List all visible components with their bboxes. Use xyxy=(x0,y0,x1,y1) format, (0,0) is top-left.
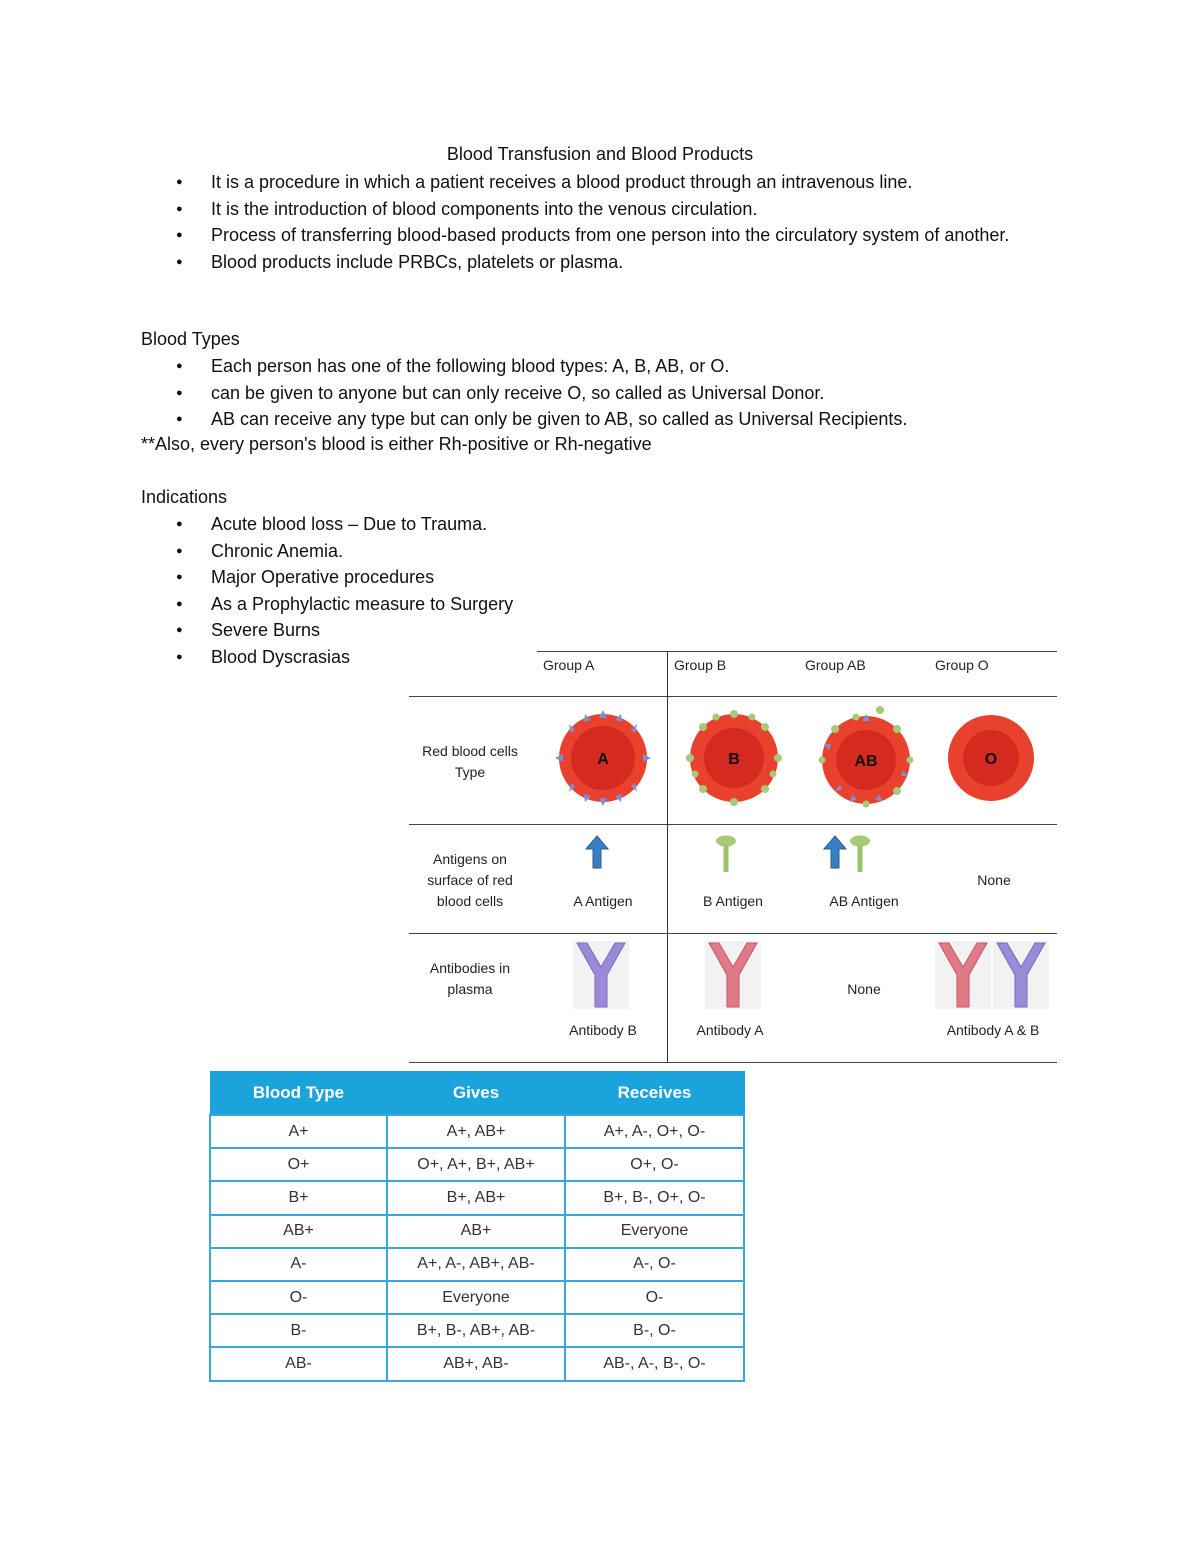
blood-types-heading: Blood Types xyxy=(141,329,240,349)
table-cell: B-, O- xyxy=(565,1314,744,1347)
table-header-row xyxy=(210,1072,744,1116)
table-row xyxy=(210,1148,744,1181)
list-item: ● Major Operative procedures xyxy=(176,564,1051,591)
group-o-header: Group O xyxy=(935,657,989,673)
divider xyxy=(409,1062,1057,1063)
rbc-group-o xyxy=(946,712,1036,804)
table-cell: B- xyxy=(210,1314,387,1347)
cell-letter: A xyxy=(597,751,609,768)
table-cell: Everyone xyxy=(565,1215,744,1248)
table-cell: A-, O- xyxy=(565,1248,744,1281)
table-cell: AB+ xyxy=(210,1215,387,1248)
table-cell: AB+ xyxy=(387,1215,565,1248)
rbc-group-b xyxy=(686,710,782,806)
cell-letter: O xyxy=(984,751,998,768)
blood-compatibility-table xyxy=(209,1071,745,1382)
table-row xyxy=(210,1281,744,1314)
indications-heading: Indications xyxy=(141,487,228,507)
b-antigen-icon xyxy=(849,835,871,873)
table-cell: A+ xyxy=(210,1115,387,1148)
list-item: ● Chronic Anemia. xyxy=(176,538,1051,565)
rbc-group-ab xyxy=(816,706,916,808)
indications-bullet-list xyxy=(176,511,1051,670)
list-item: ● Severe Burns xyxy=(176,617,1051,644)
list-item: ● AB can receive any type but can only be given to AB, so called as Universal Recipients. xyxy=(176,406,1051,433)
table-cell: Everyone xyxy=(387,1281,565,1314)
divider xyxy=(409,696,1057,697)
rbc-group-a xyxy=(555,710,651,806)
antigen-label: AB Antigen xyxy=(829,893,899,909)
antibody-label: Antibody A & B xyxy=(946,1022,1040,1038)
a-antigen-icon xyxy=(585,835,609,869)
b-antigen-icon xyxy=(715,835,737,873)
table-cell: A- xyxy=(210,1248,387,1281)
table-cell: O- xyxy=(565,1281,744,1314)
table-cell: B+, B-, O+, O- xyxy=(565,1181,744,1214)
antibody-label: None xyxy=(847,981,881,997)
rbc-row-label: Red blood cells Type xyxy=(422,743,518,780)
a-antigen-icon xyxy=(823,835,847,869)
table-cell: A+, AB+ xyxy=(387,1115,565,1148)
antibody-b-icon xyxy=(573,941,629,1009)
list-item: ● As a Prophylactic measure to Surgery xyxy=(176,591,1051,618)
table-row xyxy=(210,1248,744,1281)
table-cell: A+, A-, AB+, AB- xyxy=(387,1248,565,1281)
blood-types-bullet-list xyxy=(176,353,1051,433)
rh-note: **Also, every person's blood is either Rh-positive or Rh-negative xyxy=(141,434,652,454)
antibodies-row-label: Antibodies in plasma xyxy=(429,960,511,997)
antibody-b-icon xyxy=(993,941,1049,1009)
table-cell: O+, A+, B+, AB+ xyxy=(387,1148,565,1181)
table-cell: A+, A-, O+, O- xyxy=(565,1115,744,1148)
group-a-header: Group A xyxy=(543,657,595,673)
list-item: ● Each person has one of the following blood types: A, B, AB, or O. xyxy=(176,353,1051,380)
column-header: Gives xyxy=(387,1072,565,1116)
antigen-label: A Antigen xyxy=(573,893,633,909)
list-item: ● Process of transferring blood-based products from one person into the circulatory system of another. xyxy=(176,222,1051,249)
group-ab-header: Group AB xyxy=(805,657,866,673)
table-cell: B+ xyxy=(210,1181,387,1214)
divider xyxy=(537,651,1057,652)
column-header: Receives xyxy=(565,1072,744,1116)
antibody-a-icon xyxy=(705,941,761,1009)
antigen-label: None xyxy=(977,872,1011,888)
list-item: ● Blood products include PRBCs, platelets or plasma. xyxy=(176,249,1051,276)
list-item: ● It is the introduction of blood components into the venous circulation. xyxy=(176,196,1051,223)
cell-letter: AB xyxy=(854,753,878,770)
cell-letter: B xyxy=(728,751,740,768)
table-cell: O- xyxy=(210,1281,387,1314)
divider xyxy=(667,651,668,1063)
table-cell: AB-, A-, B-, O- xyxy=(565,1347,744,1380)
antigen-label: B Antigen xyxy=(703,893,763,909)
table-row xyxy=(210,1314,744,1347)
group-b-header: Group B xyxy=(674,657,727,673)
table-cell: AB+, AB- xyxy=(387,1347,565,1380)
table-row xyxy=(210,1115,744,1148)
blood-group-diagram xyxy=(409,651,1057,1063)
table-cell: B+, B-, AB+, AB- xyxy=(387,1314,565,1347)
table-cell: AB- xyxy=(210,1347,387,1380)
antibody-label: Antibody B xyxy=(569,1022,637,1038)
table-cell: B+, AB+ xyxy=(387,1181,565,1214)
list-item: ● Blood Dyscrasias xyxy=(176,644,1051,671)
table-row xyxy=(210,1347,744,1380)
list-item: ● can be given to anyone but can only receive O, so called as Universal Donor. xyxy=(176,380,1051,407)
intro-bullet-list xyxy=(176,169,1051,275)
table-cell: O+ xyxy=(210,1148,387,1181)
antigens-row-label: Antigens on surface of red blood cells xyxy=(427,851,513,909)
antibody-label: Antibody A xyxy=(696,1022,764,1038)
table-row xyxy=(210,1181,744,1214)
page-title: Blood Transfusion and Blood Products xyxy=(446,144,754,164)
table-cell: O+, O- xyxy=(565,1148,744,1181)
list-item: ● Acute blood loss – Due to Trauma. xyxy=(176,511,1051,538)
column-header: Blood Type xyxy=(210,1072,387,1116)
divider xyxy=(409,933,1057,934)
divider xyxy=(409,824,1057,825)
table-row xyxy=(210,1215,744,1248)
list-item: ● It is a procedure in which a patient receives a blood product through an intravenous line. xyxy=(176,169,1051,196)
antibody-a-icon xyxy=(935,941,991,1009)
